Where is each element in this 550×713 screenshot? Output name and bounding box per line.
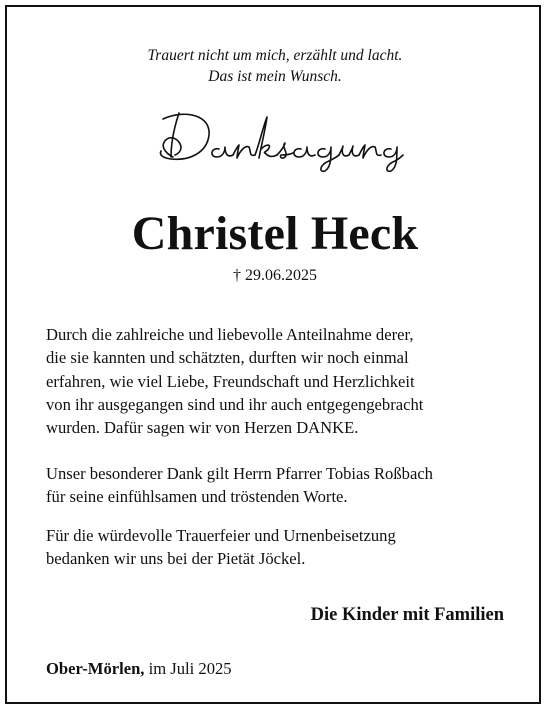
paragraph-line: bedanken wir uns bei der Pietät Jöckel. bbox=[46, 549, 306, 569]
paragraph-line: von ihr ausgegangen sind und ihr auch entgegengebracht bbox=[46, 394, 424, 414]
paragraph-line: erfahren, wie viel Liebe, Freundschaft und Herzlichkeit bbox=[46, 371, 415, 391]
danksagung-heading bbox=[7, 105, 543, 175]
motto-line-2: Das ist mein Wunsch. bbox=[208, 68, 342, 85]
paragraph-line: wurden. Dafür sagen wir von Herzen DANKE. bbox=[46, 418, 359, 438]
danksagung-script-lettering bbox=[145, 105, 405, 175]
notice-frame bbox=[5, 5, 541, 704]
paragraph-thanks-funeral-home bbox=[46, 524, 516, 571]
deceased-name: Christel Heck bbox=[131, 207, 419, 260]
date: im Juli 2025 bbox=[148, 659, 232, 678]
family-signature: Die Kinder mit Familien bbox=[310, 605, 504, 625]
danksagung-heading-text bbox=[7, 105, 8, 106]
motto-line-1: Trauert nicht um mich, erzählt und lacht. bbox=[147, 47, 403, 64]
paragraph-thanks-pastor bbox=[46, 462, 516, 509]
place-and-date bbox=[46, 658, 232, 680]
paragraph-line: Unser besonderer Dank gilt Herrn Pfarrer Tobias Roßbach bbox=[46, 464, 433, 483]
motto bbox=[7, 45, 543, 87]
paragraph-line: Für die würdevolle Trauerfeier und Urnenbeisetzung bbox=[46, 526, 396, 545]
death-date: † 29.06.2025 bbox=[233, 267, 317, 284]
paragraph-line: für seine einfühlsamen und tröstenden Worte. bbox=[46, 487, 348, 507]
paragraph-line: die sie kannten und schätzten, durften wir noch einmal bbox=[46, 348, 409, 368]
place: Ober-Mörlen, bbox=[46, 659, 145, 678]
paragraph-line: Durch die zahlreiche und liebevolle Anteilnahme derer, bbox=[46, 325, 414, 344]
paragraph-thanks-sympathy bbox=[46, 323, 516, 439]
